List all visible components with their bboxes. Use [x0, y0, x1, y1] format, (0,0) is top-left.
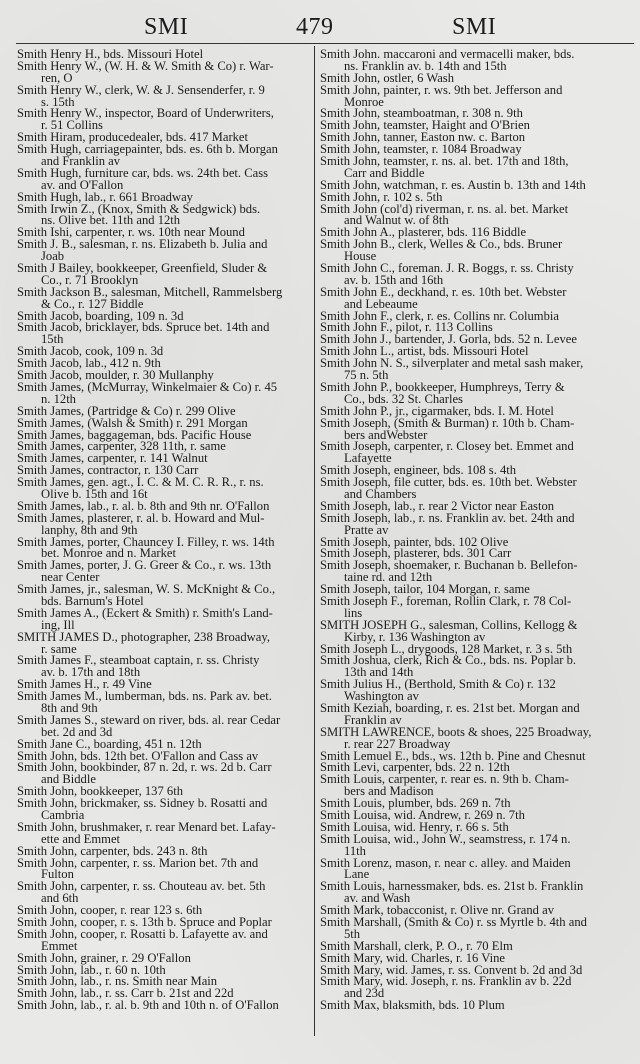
entry-continuation-line: Emmet — [41, 938, 78, 953]
entry-continuation-line: 13th and 14th — [344, 665, 414, 680]
entry-continuation-line: av. b. 17th and 18th — [41, 665, 141, 680]
directory-entry-line: Smith John B., clerk, Welles & Co., bds. Bruner — [320, 237, 563, 252]
entry-continuation-line: ing, Ill — [41, 617, 75, 632]
directory-entry-line: Smith James, porter, J. G. Greer & Co., r. ws. 13th — [17, 558, 272, 573]
directory-entry-line: Smith Joseph, painter, bds. 102 Olive — [320, 534, 509, 549]
directory-entry-line: Smith John, lab., r. 60 n. 10th — [17, 962, 166, 977]
directory-entry-line: Smith John, cooper, r. s. 13th b. Spruce and Poplar — [17, 915, 272, 930]
page-number: 479 — [296, 14, 334, 40]
entry-continuation-line: and Chambers — [344, 486, 417, 501]
directory-entry-line: Smith John, carpenter, r. ss. Chouteau av. bet. 5th — [17, 879, 266, 894]
directory-entry-line: Smith James A., (Eckert & Smith) r. Smith's Land- — [17, 605, 273, 620]
entry-continuation-line: Pratte av — [344, 522, 389, 537]
directory-entry-line: Smith John A., plasterer, bds. 116 Biddle — [320, 225, 527, 240]
entry-continuation-line: Washington av — [344, 689, 419, 704]
directory-entry-line: Smith John, tanner, Easton nw. c. Barton — [320, 130, 526, 145]
column-divider — [314, 46, 315, 1036]
directory-entry-line: Smith Joseph, (Smith & Burman) r. 10th b. Cham- — [320, 415, 575, 430]
directory-entry-line: Smith Joseph F., foreman, Rollin Clark, r. 78 Col- — [320, 593, 572, 608]
directory-entry-line: Smith Louisa, wid. Andrew, r. 269 n. 7th — [320, 808, 525, 822]
directory-entry-line: Smith Marshall, (Smith & Co) r. ss Myrtle b. 4th and — [320, 915, 587, 930]
directory-entry-line: Smith James, porter, Chauncey I. Filley, r. ws. 14th — [17, 534, 275, 549]
entry-continuation-line: lanphy, 8th and 9th — [41, 522, 138, 537]
directory-entry-line: Smith James F., steamboat captain, r. ss. Christy — [17, 653, 260, 668]
directory-entry-line: Smith John. maccaroni and vermacelli maker, bds. — [320, 47, 575, 61]
entry-continuation-line: lins — [344, 605, 363, 620]
entry-continuation-line: ette and Emmet — [41, 831, 121, 846]
entry-continuation-line: ren, O — [41, 70, 73, 85]
directory-entry-line: Smith James H., r. 49 Vine — [17, 677, 152, 692]
directory-entry-line: Smith John F., clerk, r. es. Collins nr. Columbia — [320, 308, 559, 323]
directory-entry-line: Smith John, ostler, 6 Wash — [320, 70, 454, 85]
directory-entry-line: Smith John, carpenter, r. ss. Marion bet. 7th and — [17, 855, 259, 870]
directory-entry-line: Smith John, bookkeeper, 137 6th — [17, 784, 183, 799]
left-column — [17, 49, 313, 1012]
entry-continuation-line: Co., bds. 32 St. Charles — [344, 391, 463, 406]
entry-continuation-line: Cambria — [41, 808, 85, 822]
entry-continuation-line: r. 51 Collins — [41, 118, 103, 133]
entry-continuation-line: bet. 2d and 3d — [41, 724, 113, 739]
entry-continuation-line: s. 15th — [41, 94, 75, 109]
entry-continuation-line: Joab — [41, 249, 65, 264]
directory-entry-line: Smith John, r. 102 s. 5th — [320, 189, 443, 204]
entry-continuation-line: and 23d — [344, 986, 385, 1001]
entry-continuation-line: Carr and Biddle — [344, 165, 425, 180]
entry-continuation-line: Co., r. 71 Brooklyn — [41, 272, 139, 287]
directory-entry-line: Smith John, brushmaker, r. rear Menard bet. Lafay- — [17, 819, 276, 834]
directory-entry-line: Smith John, teamster, Haight and O'Brien — [320, 118, 530, 133]
directory-entry-line: Smith James, jr., salesman, W. S. McKnight & Co., — [17, 582, 276, 597]
entry-continuation-line: Olive b. 15th and 16t — [41, 486, 148, 501]
entry-continuation-line: 15th — [41, 332, 64, 347]
directory-entry-line: Smith James, baggageman, bds. Pacific House — [17, 427, 252, 442]
directory-entry-line: Smith John, steamboatman, r. 308 n. 9th — [320, 106, 523, 121]
entry-continuation-line: Franklin av — [344, 712, 402, 727]
entry-continuation-line: av. and O'Fallon — [41, 177, 124, 192]
entry-continuation-line: and Biddle — [41, 772, 96, 787]
directory-entry-line: Smith Louis, harnessmaker, bds. es. 21st b. Franklin — [320, 879, 584, 894]
directory-entry-line: Smith Jacob, moulder, r. 30 Mullanphy — [17, 368, 214, 383]
directory-entry-line: Smith John P., jr., cigarmaker, bds. I. M. Hotel — [320, 403, 554, 418]
directory-entry-line: Smith John, carpenter, bds. 243 n. 8th — [17, 843, 208, 858]
entry-continuation-line: 8th and 9th — [41, 700, 98, 715]
entry-continuation-line: and 6th — [41, 891, 79, 906]
directory-entry-line: Smith John, cooper, r. Rosatti b. Lafayette av. and — [17, 926, 268, 941]
entry-continuation-line: 5th — [344, 926, 361, 941]
directory-entry-line: Smith Louisa, wid. Henry, r. 66 s. 5th — [320, 819, 509, 834]
directory-entry-line: Smith James, lab., r. al. b. 8th and 9th nr. O'Fallon — [17, 498, 270, 513]
directory-entry-line: Smith James, (Partridge & Co) r. 299 Olive — [17, 403, 236, 418]
directory-entry-line: Smith Keziah, boarding, r. es. 21st bet. Morgan and — [320, 700, 580, 715]
directory-entry-line: Smith Levi, carpenter, bds. 22 n. 12th — [320, 760, 510, 775]
directory-entry-line: Smith Joseph, tailor, 104 Morgan, r. same — [320, 582, 530, 597]
directory-entry-line: Smith J. B., salesman, r. ns. Elizabeth b. Julia and — [17, 237, 268, 252]
directory-entry-line: Smith James S., steward on river, bds. al. rear Cedar — [17, 712, 281, 727]
directory-entry-line: Smith Irwin Z., (Knox, Smith & Sedgwick) bds. — [17, 201, 261, 216]
directory-entry-line: Smith John, painter, r. ws. 9th bet. Jefferson and — [320, 82, 563, 97]
entry-continuation-line: n. 12th — [41, 391, 76, 406]
directory-entry-line: Smith Joseph, plasterer, bds. 301 Carr — [320, 546, 512, 561]
directory-entry-line: Smith Jacob, bricklayer, bds. Spruce bet. 14th and — [17, 320, 270, 335]
directory-entry-line: Smith James M., lumberman, bds. ns. Park av. bet. — [17, 689, 272, 704]
entry-continuation-line: bers and Madison — [344, 784, 434, 799]
directory-entry-line: Smith Lorenz, mason, r. near c. alley. and Maiden — [320, 855, 571, 870]
running-header — [0, 14, 640, 42]
directory-entry-line: Smith John, bds. 12th bet. O'Fallon and Cass av — [17, 748, 259, 763]
directory-entry-line: Smith Joseph, lab., r. ns. Franklin av. bet. 24th and — [320, 510, 575, 525]
directory-entry-line: Smith John E., deckhand, r. es. 10th bet. Webster — [320, 284, 567, 299]
entry-continuation-line: taine rd. and 12th — [344, 570, 433, 585]
directory-entry-line: Smith James, carpenter, 328 11th, r. same — [17, 439, 226, 454]
directory-entry-line: Smith John P., bookkeeper, Humphreys, Terry & — [320, 379, 565, 394]
entry-continuation-line: Kirby, r. 136 Washington av — [344, 629, 486, 644]
entry-continuation-line: av. and Wash — [344, 891, 411, 906]
directory-entry-line: Smith James, (McMurray, Winkelmaier & Co) r. 45 — [17, 379, 278, 394]
directory-entry-line: Smith James, gen. agt., I. C. & M. C. R. R., r. ns. — [17, 475, 264, 490]
entry-continuation-line: bers andWebster — [344, 427, 428, 442]
directory-entry-line: Smith Louisa, wid., John W., seamstress, r. 174 n. — [320, 831, 571, 846]
directory-entry-line: Smith John, lab., r. ns. Smith near Main — [17, 974, 218, 989]
directory-entry-line: Smith John, lab., r. al. b. 9th and 10th n. of O'Fallon — [17, 998, 279, 1013]
directory-entry-line: Smith John F., pilot, r. 113 Collins — [320, 320, 493, 335]
directory-entry-line: Smith Max, blaksmith, bds. 10 Plum — [320, 998, 505, 1013]
entry-continuation-line: and Walnut w. of 8th — [344, 213, 449, 228]
directory-entry-line: Smith Julius H., (Berthold, Smith & Co) r. 132 — [320, 677, 556, 692]
entry-continuation-line: Lafayette — [344, 451, 392, 466]
entry-continuation-line: Fulton — [41, 867, 74, 882]
directory-entry-line: SMITH LAWRENCE, boots & shoes, 225 Broadway, — [320, 724, 592, 739]
directory-entry-line: Smith Joseph, engineer, bds. 108 s. 4th — [320, 463, 517, 478]
directory-entry-line: Smith Lemuel E., bds., ws. 12th b. Pine and Chesnut — [320, 748, 586, 763]
entry-continuation-line: and Lebeaume — [344, 296, 418, 311]
entry-continuation-line: ns. Olive bet. 11th and 12th — [41, 213, 181, 228]
directory-entry-line: Smith John C., foreman. J. R. Boggs, r. ss. Christy — [320, 261, 574, 276]
entry-continuation-line: av. b. 15th and 16th — [344, 272, 444, 287]
entry-continuation-line: near Center — [41, 570, 100, 585]
directory-entry-line: Smith Louis, plumber, bds. 269 n. 7th — [320, 796, 511, 811]
directory-entry-line: Smith John L., artist, bds. Missouri Hotel — [320, 344, 529, 359]
directory-entry-line: Smith Jane C., boarding, 451 n. 12th — [17, 736, 202, 751]
directory-entry-line: SMITH JAMES D., photographer, 238 Broadway, — [17, 629, 270, 644]
entry-continuation-line: & Co., r. 127 Biddle — [41, 296, 144, 311]
directory-entry-line: Smith Ishi, carpenter, r. ws. 10th near Mound — [17, 225, 245, 240]
entry-continuation-line: ns. Franklin av. b. 14th and 15th — [344, 58, 507, 73]
directory-entry-line: Smith John N. S., silverplater and metal sash maker, — [320, 356, 584, 371]
directory-entry-line: Smith Hugh, lab., r. 661 Broadway — [17, 189, 193, 204]
directory-entry-line: Smith Mary, wid. Charles, r. 16 Vine — [320, 950, 505, 965]
directory-entry-line: Smith John (col'd) riverman, r. ns. al. bet. Market — [320, 201, 569, 216]
directory-entry-line: Smith James, contractor, r. 130 Carr — [17, 463, 199, 478]
directory-entry-line: Smith Joseph, file cutter, bds. es. 10th bet. Webster — [320, 475, 577, 490]
directory-entry-line: Smith Mary, wid. James, r. ss. Convent b. 2d and 3d — [320, 962, 583, 977]
entry-continuation-line: r. rear 227 Broadway — [344, 736, 451, 751]
directory-entry-line: Smith John, teamster, r. ns. al. bet. 17th and 18th, — [320, 154, 569, 169]
directory-entry-line: Smith Louis, carpenter, r. rear es. n. 9th b. Cham- — [320, 772, 569, 787]
directory-entry-line: Smith Hugh, furniture car, bds. ws. 24th bet. Cass — [17, 165, 268, 180]
directory-entry-line: Smith J Bailey, bookkeeper, Greenfield, Sluder & — [17, 261, 268, 276]
directory-entry-line: Smith Henry W., inspector, Board of Underwriters, — [17, 106, 274, 121]
directory-entry-line: Smith Hiram, producedealer, bds. 417 Market — [17, 130, 249, 145]
directory-entry-line: Smith John J., bartender, J. Gorla, bds. 52 n. Levee — [320, 332, 577, 347]
directory-entry-line: Smith John, lab., r. ss. Carr b. 21st and 22d — [17, 986, 234, 1001]
directory-entry-line: Smith Mary, wid. Joseph, r. ns. Franklin av b. 22d — [320, 974, 572, 989]
directory-entry-line: Smith Jackson B., salesman, Mitchell, Rammelsberg — [17, 284, 283, 299]
directory-entry-line: Smith Joseph, carpenter, r. Closey bet. Emmet and — [320, 439, 574, 454]
directory-entry-line: Smith John, bookbinder, 87 n. 2d, r. ws. 2d b. Carr — [17, 760, 272, 775]
directory-entry-line: Smith John, brickmaker, ss. Sidney b. Rosatti and — [17, 796, 268, 811]
directory-entry-line: Smith Joseph, shoemaker, r. Buchanan b. Bellefon- — [320, 558, 578, 573]
directory-entry-line: Smith James, (Walsh & Smith) r. 291 Morgan — [17, 415, 248, 430]
right-column — [320, 49, 616, 1012]
directory-entry-line: Smith John, grainer, r. 29 O'Fallon — [17, 950, 191, 965]
directory-entry-line: Smith John, cooper, r. rear 123 s. 6th — [17, 903, 203, 918]
directory-entry-line: Smith Joseph, lab., r. rear 2 Victor near Easton — [320, 498, 555, 513]
directory-entry-line: Smith Jacob, lab., 412 n. 9th — [17, 356, 161, 371]
directory-entry-line: Smith James, carpenter, r. 141 Walnut — [17, 451, 208, 466]
entry-continuation-line: Monroe — [344, 94, 384, 109]
directory-entry-line: Smith Joshua, clerk, Rich & Co., bds. ns. Poplar b. — [320, 653, 577, 668]
header-rule — [16, 43, 634, 44]
guide-word-right: SMI — [452, 14, 497, 40]
directory-entry-line: SMITH JOSEPH G., salesman, Collins, Kellogg & — [320, 617, 578, 632]
directory-entry-line: Smith Henry W., clerk, W. & J. Sensenderfer, r. 9 — [17, 82, 265, 97]
directory-entry-line: Smith Jacob, cook, 109 n. 3d — [17, 344, 164, 359]
directory-entry-line: Smith Henry H., bds. Missouri Hotel — [17, 47, 204, 61]
entry-continuation-line: and Franklin av — [41, 154, 121, 169]
entry-continuation-line: bet. Monroe and n. Market — [41, 546, 176, 561]
directory-entry-line: Smith Joseph L., drygoods, 128 Market, r. 3 s. 5th — [320, 641, 573, 656]
directory-entry-line: Smith Jacob, boarding, 109 n. 3d — [17, 308, 184, 323]
directory-entry-line: Smith James, plasterer, r. al. b. Howard and Mul- — [17, 510, 265, 525]
entry-continuation-line: 11th — [344, 843, 366, 858]
directory-entry-line: Smith Marshall, clerk, P. O., r. 70 Elm — [320, 938, 513, 953]
entry-continuation-line: House — [344, 249, 377, 264]
entry-continuation-line: Lane — [344, 867, 370, 882]
directory-entry-line: Smith Hugh, carriagepainter, bds. es. 6th b. Morgan — [17, 142, 278, 157]
entry-continuation-line: r. same — [41, 641, 77, 656]
directory-entry-line: Smith Mark, tobacconist, r. Olive nr. Grand av — [320, 903, 554, 918]
directory-entry-line: Smith John, watchman, r. es. Austin b. 13th and 14th — [320, 177, 586, 192]
entry-continuation-line: 75 n. 5th — [344, 368, 389, 383]
entry-continuation-line: bds. Barnum's Hotel — [41, 593, 144, 608]
guide-word-left: SMI — [144, 14, 189, 40]
directory-entry-line: Smith John, teamster, r. 1084 Broadway — [320, 142, 522, 157]
directory-entry-line: Smith Henry W., (W. H. & W. Smith & Co) r. War- — [17, 58, 274, 73]
